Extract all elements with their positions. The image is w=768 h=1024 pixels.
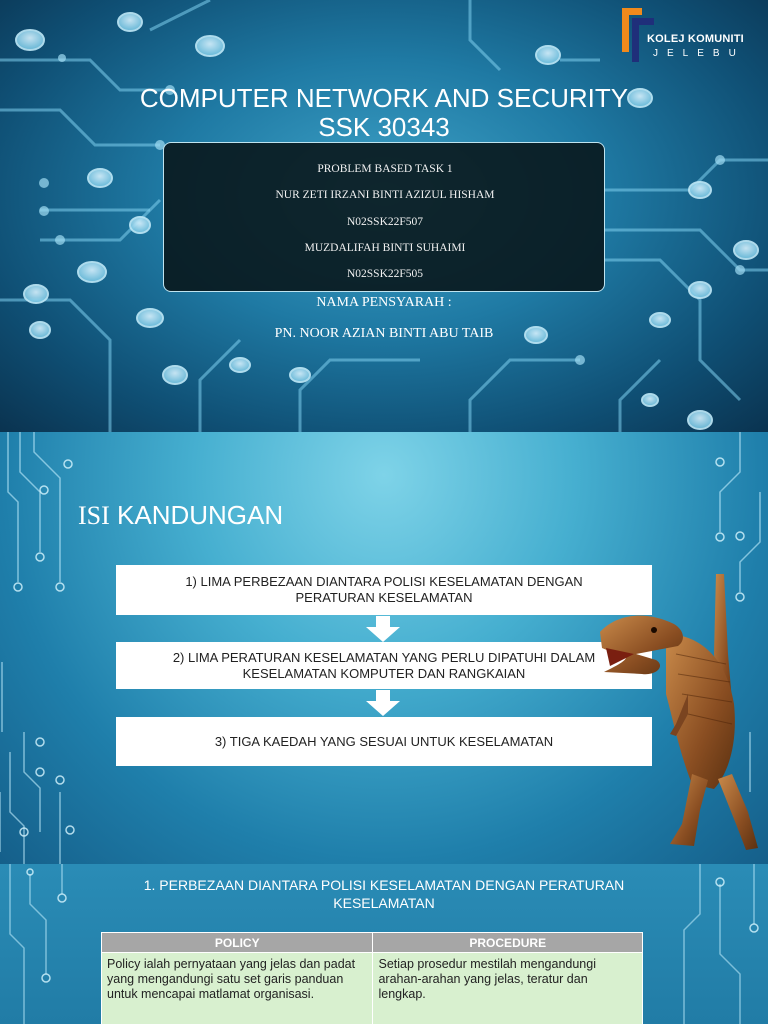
course-title-line1: COMPUTER NETWORK AND SECURITY — [139, 83, 629, 113]
course-title — [0, 84, 768, 142]
slide-differences — [0, 864, 768, 1024]
college-logo — [620, 6, 760, 62]
toc-item-1 — [116, 565, 652, 615]
comparison-table — [101, 932, 643, 1024]
toc-item-1-line2: PERATURAN KESELAMATAN — [295, 590, 473, 605]
table-header-policy: POLICY — [102, 933, 373, 953]
contents-heading-prefix: ISI — [78, 501, 110, 530]
section-heading-line2: KESELAMATAN — [333, 895, 435, 911]
section-heading — [100, 876, 668, 912]
slide-contents — [0, 432, 768, 864]
logo-text-line1: KOLEJ KOMUNITI — [647, 33, 744, 45]
table-cell-procedure: Setiap prosedur mestilah mengandungi arahan-arahan yang jelas, teratur dan lengkap. — [373, 953, 643, 1024]
table-header-procedure: PROCEDURE — [373, 933, 643, 953]
table-row — [102, 953, 643, 1024]
student-info-box — [163, 142, 605, 292]
table-cell-policy: Policy ialah pernyataan yang jelas dan padat yang mengandungi satu set garis panduan untuk mencapai matlamat organisasi. — [102, 953, 373, 1024]
contents-heading-rest: KANDUNGAN — [109, 500, 284, 530]
student-name-1: NUR ZETI IRZANI BINTI AZIZUL HISHAM — [275, 189, 495, 201]
contents-heading — [78, 500, 283, 531]
lecturer-label: NAMA PENSYARAH : — [316, 295, 452, 310]
table-header-row — [102, 933, 643, 953]
slide-title — [0, 0, 768, 432]
toc-item-2 — [116, 642, 652, 689]
student-id-2: N02SSK22F505 — [346, 268, 424, 280]
logo-text-line2: JELEBU — [653, 48, 745, 59]
down-arrow-icon — [366, 690, 400, 716]
course-code: SSK 30343 — [318, 112, 450, 142]
toc-item-3-line1: 3) TIGA KAEDAH YANG SESUAI UNTUK KESELAMATAN — [214, 733, 554, 749]
dinosaur-image — [596, 574, 766, 854]
student-name-2: MUZDALIFAH BINTI SUHAIMI — [304, 242, 466, 254]
toc-item-2-line1: 2) LIMA PERATURAN KESELAMATAN YANG PERLU DIPATUHI DALAM — [172, 649, 596, 665]
toc-item-3 — [116, 717, 652, 766]
student-id-1: N02SSK22F507 — [346, 216, 424, 228]
section-heading-line1: 1. PERBEZAAN DIANTARA POLISI KESELAMATAN DENGAN PERATURAN — [143, 877, 625, 893]
lecturer-name: PN. NOOR AZIAN BINTI ABU TAIB — [274, 326, 494, 341]
toc-item-2-line2: KESELAMATAN KOMPUTER DAN RANGKAIAN — [242, 665, 526, 681]
toc-item-1-line1: 1) LIMA PERBEZAAN DIANTARA POLISI KESELAMATAN DENGAN — [185, 574, 583, 589]
down-arrow-icon — [366, 616, 400, 642]
task-name: PROBLEM BASED TASK 1 — [317, 163, 453, 175]
